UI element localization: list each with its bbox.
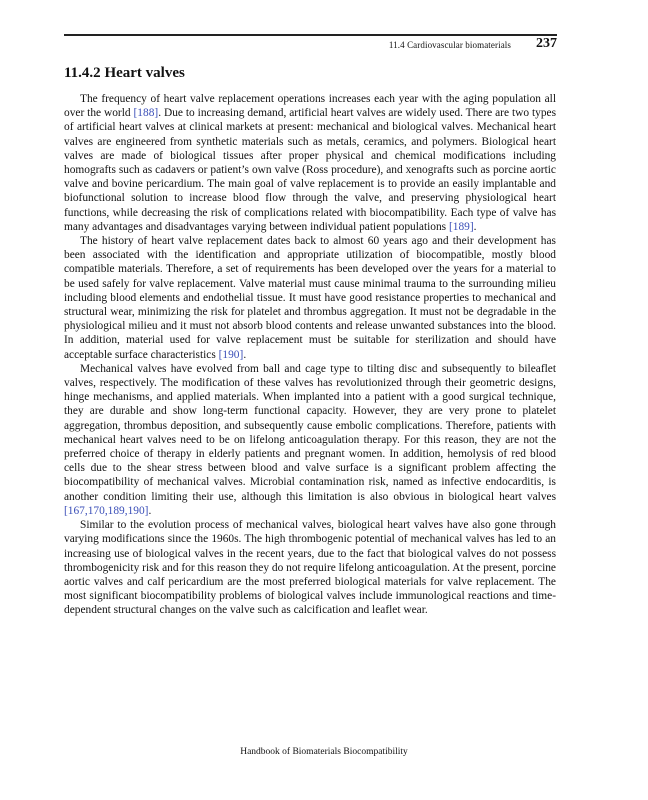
body-paragraph bbox=[64, 234, 556, 362]
section-number: 11.4.2 bbox=[64, 65, 101, 81]
body-text bbox=[64, 92, 556, 618]
page-number: 237 bbox=[536, 36, 557, 51]
header-rule bbox=[64, 34, 557, 36]
running-head bbox=[64, 38, 557, 56]
paragraph-text: . bbox=[243, 348, 247, 361]
paragraph-text: . Due to increasing demand, artificial heart valves are widely used. There are two types of artificial heart valves at clinical markets at present: mechanical and biological valves. Mechanical heart valves are engineered from synthetic materials such as metals, ceramics, and polymers. Biological heart valves are made of biological tissues after proper physical and chemical modifications including homografts such as cadavers or patient’s own valve (Ross procedure), and xenografts such as porcine aortic valve and bovine pericardium. The main goal of valve replacement is to provide an easily implantable and biofunctional solution to increase blood flow through the valve, and preserving physiological heart functions, while decreasing the risk of complications related with biocompatibility. Each type of valve has many advantages and disadvantages varying between individual patient populations bbox=[64, 107, 556, 233]
section-title bbox=[64, 65, 185, 82]
body-paragraph bbox=[64, 362, 556, 518]
body-paragraph bbox=[64, 518, 556, 617]
paragraph-text: . bbox=[473, 220, 477, 233]
paragraph-text: The frequency of heart valve replacement operations increases each year with the aging population all over the world bbox=[64, 93, 556, 120]
section-title-text: Heart valves bbox=[104, 65, 185, 81]
citation-link[interactable]: [189] bbox=[448, 220, 474, 233]
paragraph-text: The history of heart valve replacement dates back to almost 60 years ago and their development has been associated with the identification and appropriate utilization of biocompatible, mostly blood compatible materials. Therefore, a set of requirements has been developed over the years for a material to be used safely for valve replacement. Valve material must cause minimal trauma to the surrounding milieu including blood elements and endothelial tissue. It must have good resistance properties to mechanical and structural wear, minimizing the risk for platelet and thrombus aggregation. It must not be degradable in the physiological milieu and it must not absorb blood contents and release unwanted substances into the blood. In addition, material used for valve replacement must be suitable for sterilization and should have acceptable surface characteristics bbox=[64, 235, 556, 361]
footer: Handbook of Biomaterials Biocompatibility bbox=[240, 747, 408, 757]
paragraph-text: Similar to the evolution process of mechanical valves, biological heart valves have also gone through varying modifications since the 1960s. The high thrombogenic potential of mechanical valves has led to an increasing use of biological valves in the recent years, due to the fact that biological valves do not possess thrombogenicity risk and for this reason they do not require lifelong anticoagulation. At the present, porcine aortic valves and calf pericardium are the most preferred biological materials for valve replacement. The most significant biocompatibility problems of biological valves include immunological reactions and time-dependent structural changes on the valve such as calcification and leaflet wear. bbox=[64, 519, 556, 617]
body-paragraph bbox=[64, 92, 556, 234]
paragraph-text: . bbox=[148, 504, 152, 517]
running-title: 11.4 Cardiovascular biomaterials bbox=[388, 40, 511, 50]
citation-link[interactable]: [167,170,189,190] bbox=[64, 504, 149, 517]
paragraph-text: Mechanical valves have evolved from ball and cage type to tilting disc and subsequently to bileaflet valves, respectively. The modification of these valves has revolutionized through their geometric designs, hinge mechanisms, and applied materials. When implanted into a patient with a good surgical technique, they are durable and show long-term functional capacity. However, they are very prone to platelet aggregation, thrombus deposition, and subsequently cause embolic complications. Therefore, patients with mechanical heart valves need to be on lifelong anticoagulation therapy. For this reason, they are not the preferred choice of therapy in elderly patients and pregnant women. In addition, hemolysis of red blood cells due to the shear stress between blood and valve surface is a significant problem affecting the biocompatibility of mechanical valves. Microbial contamination risk, named as infective endocarditis, is another condition limiting their use, although this limitation is also obvious in biological heart valves bbox=[64, 362, 556, 503]
citation-link[interactable]: [188] bbox=[133, 107, 159, 120]
citation-link[interactable]: [190] bbox=[218, 348, 244, 361]
